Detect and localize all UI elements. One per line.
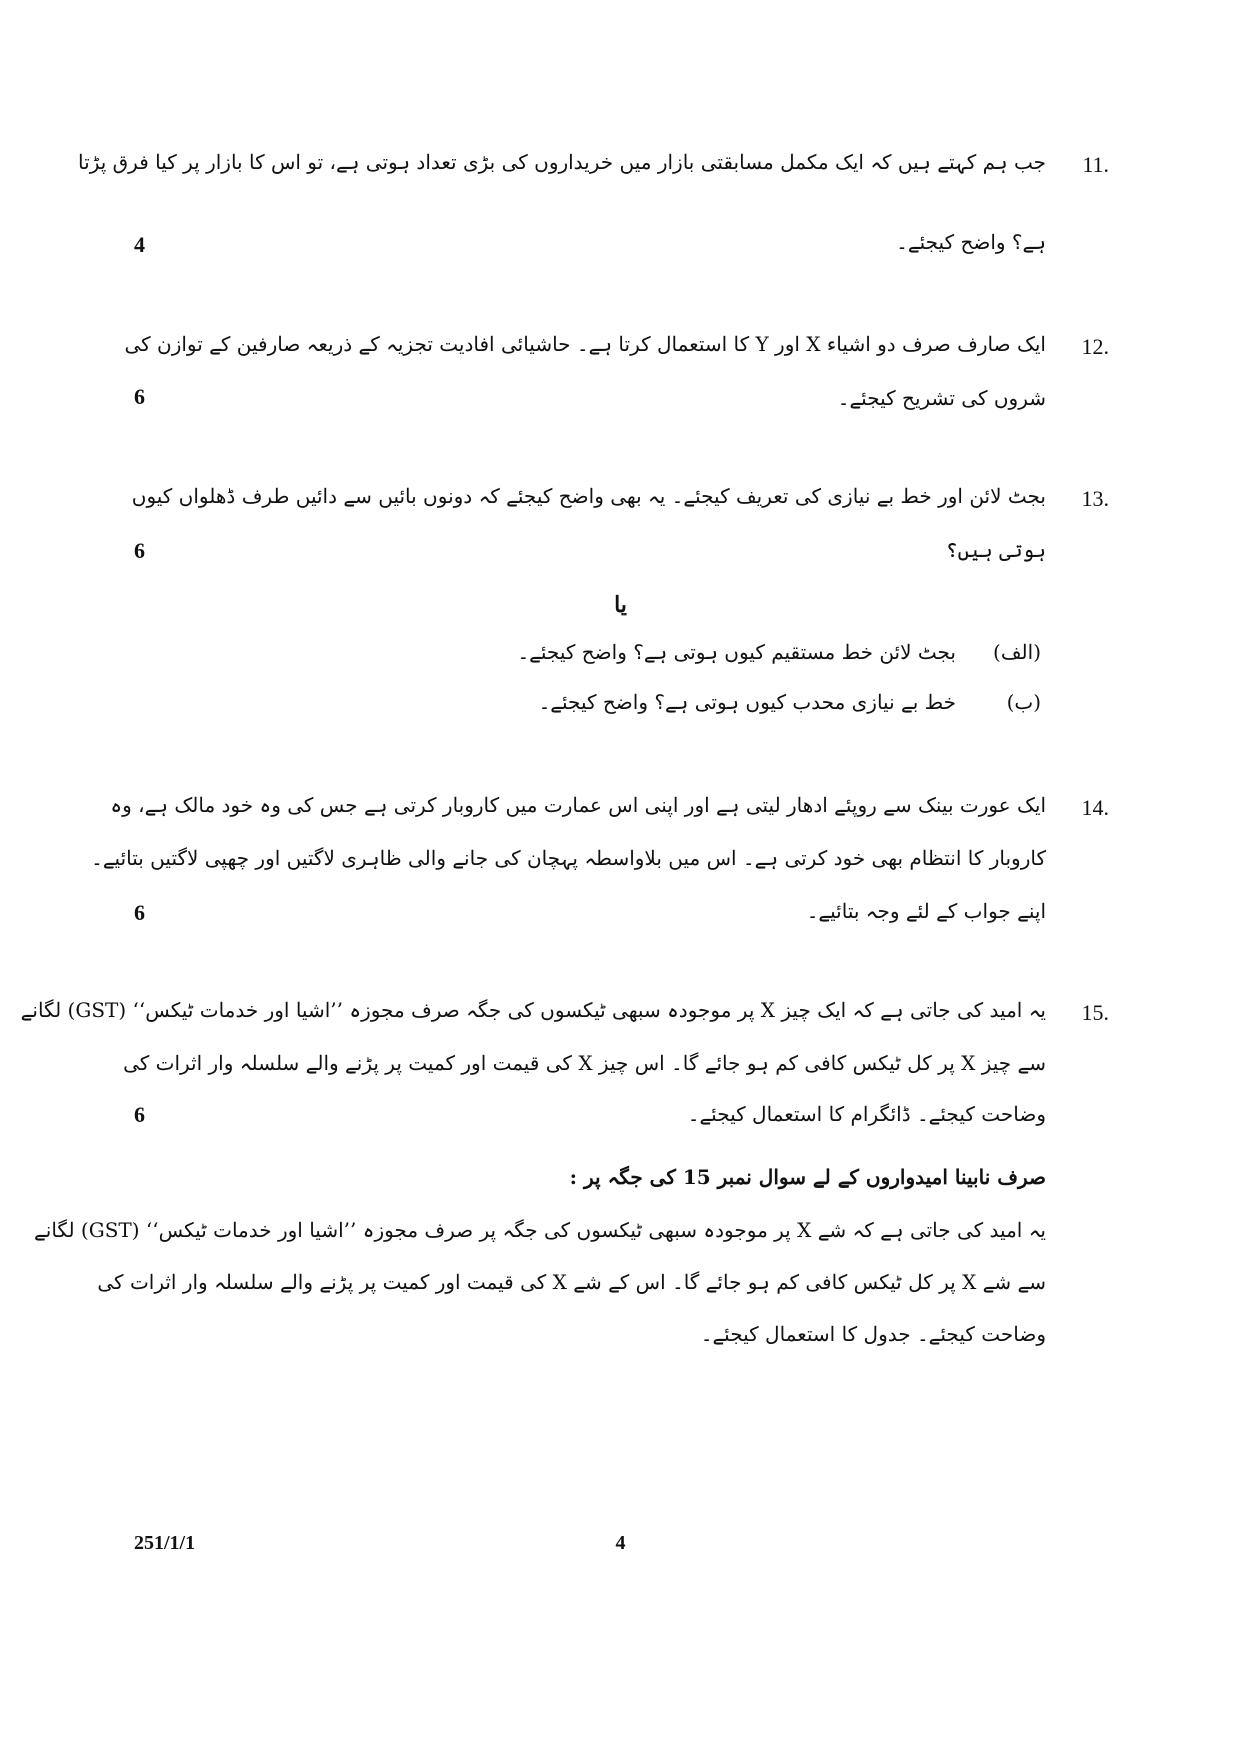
question-text-line: شروں کی تشریح کیجئے۔ <box>837 386 1046 410</box>
marks: 6 <box>134 384 145 409</box>
question-text-line: سے چیز X پر کل ٹیکس کافی کم ہو جائے گا۔ اس چیز X کی قیمت اور کمیت پر پڑنے والے سلسلہ وار اثرات کی <box>123 1051 1046 1075</box>
marks: 6 <box>134 1102 145 1127</box>
question-number: 15. <box>1081 1000 1109 1025</box>
blind-text-line: سے شے X پر کل ٹیکس کافی کم ہو جائے گا۔ اس کے شے X کی قیمت اور کمیت پر پڑنے والے سلسلہ وار اثرات کی <box>97 1270 1046 1294</box>
marks: 4 <box>134 232 145 257</box>
question-text-line: وضاحت کیجئے۔ ڈائگرام کا استعمال کیجئے۔ <box>687 1102 1046 1126</box>
question-text-line: اپنے جواب کے لئے وجہ بتائیے۔ <box>806 899 1046 923</box>
paper-code: 251/1/1 <box>134 1532 196 1554</box>
question-text-line: ایک عورت بینک سے روپئے ادھار لیتی ہے اور اپنی اس عمارت میں کاروبار کرتی ہے جس کی وہ خود مالک ہے، وہ <box>110 793 1046 817</box>
question-text-line: ہے؟ واضح کیجئے۔ <box>896 230 1046 254</box>
blind-text-line: یہ امید کی جاتی ہے کہ شے X پر موجودہ سبھی ٹیکسوں کی جگہ پر صرف مجوزہ ’’اشیا اور خدمات ٹیکس‘‘ (GST) لگانے <box>34 1218 1046 1242</box>
marks: 6 <box>134 538 145 563</box>
question-text-line: ایک صارف صرف دو اشیاء X اور Y کا استعمال کرتا ہے۔ حاشیائی افادیت تجزیہ کے ذریعہ صارفین کے توازن کی <box>124 332 1046 356</box>
sub-item-text: بجٹ لائن خط مستقیم کیوں ہوتی ہے؟ واضح کیجئے۔ <box>517 640 956 664</box>
question-number: 13. <box>1081 486 1109 511</box>
question-text-line: کاروبار کا انتظام بھی خود کرتی ہے۔ اس میں بلاواسطہ پہچان کی جانے والی ظاہری لاگتیں اور چھپی لاگتیں بتائیے۔ <box>91 846 1046 870</box>
page-number: 4 <box>615 1532 626 1554</box>
marks: 6 <box>134 900 145 925</box>
question-number: 11. <box>1082 152 1109 177</box>
blind-candidates-heading: صرف نابینا امیدواروں کے لے سوال نمبر 15 کی جگہ پر : <box>569 1165 1046 1189</box>
sub-item-text: خط بے نیازی محدب کیوں ہوتی ہے؟ واضح کیجئے۔ <box>538 690 956 714</box>
or-label: یا <box>614 592 627 618</box>
sub-item-label: (ب) <box>1006 690 1041 714</box>
question-text-line: ہوتی ہیں؟ <box>945 538 1046 562</box>
question-text-line: جب ہم کہتے ہیں کہ ایک مکمل مسابقتی بازار میں خریداروں کی بڑی تعداد ہوتی ہے، تو اس کا بازار پر کیا فرق پڑتا <box>78 150 1046 174</box>
question-text-line: بجٹ لائن اور خط بے نیازی کی تعریف کیجئے۔ یہ بھی واضح کیجئے کہ دونوں بائیں سے دائیں طرف ڈھلواں کیوں <box>131 484 1046 508</box>
question-number: 14. <box>1081 795 1109 820</box>
blind-text-line: وضاحت کیجئے۔ جدول کا استعمال کیجئے۔ <box>700 1322 1046 1346</box>
question-text-line: یہ امید کی جاتی ہے کہ ایک چیز X پر موجودہ سبھی ٹیکسوں کی جگہ صرف مجوزہ ’’اشیا اور خدمات ٹیکس‘‘ (GST) لگانے <box>20 998 1046 1022</box>
question-number: 12. <box>1081 334 1109 359</box>
sub-item-label: (الف) <box>993 640 1041 664</box>
